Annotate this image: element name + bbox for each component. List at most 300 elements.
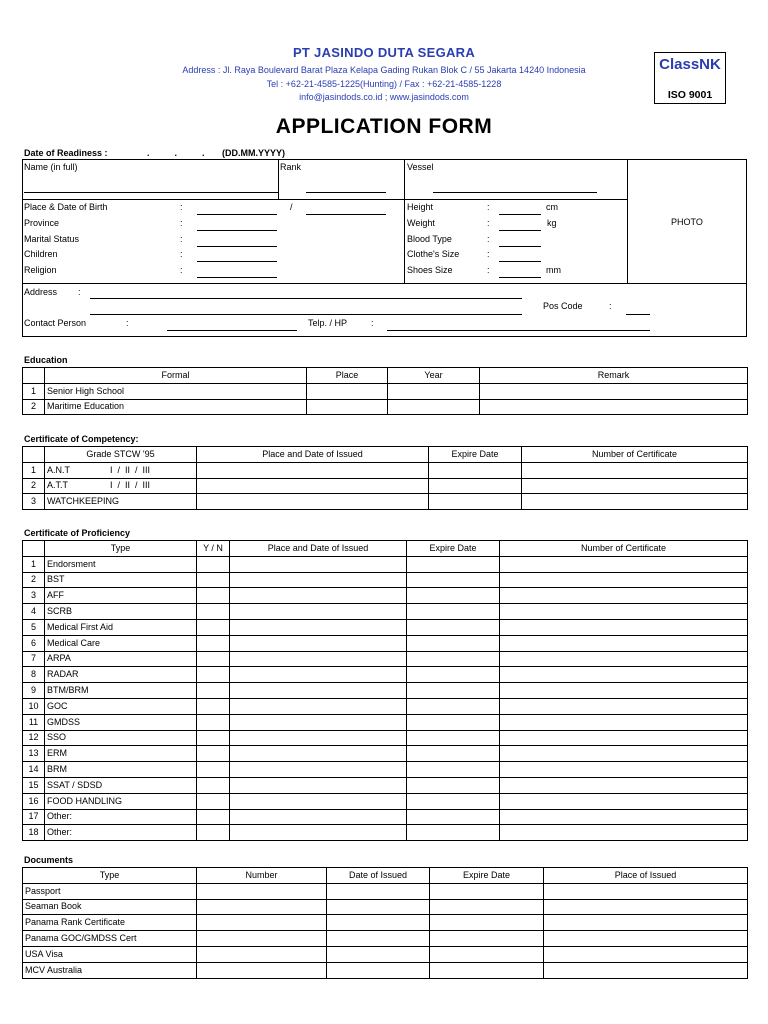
divider xyxy=(22,199,627,200)
header-cell xyxy=(23,447,45,463)
input-cell[interactable] xyxy=(522,462,748,478)
input-cell[interactable] xyxy=(230,698,407,714)
header-cell: Date of Issued xyxy=(327,868,430,884)
row-label: FOOD HANDLING xyxy=(45,793,197,809)
contact-person-field[interactable] xyxy=(167,330,297,331)
table-row xyxy=(23,399,748,415)
input-cell[interactable] xyxy=(197,793,230,809)
input-cell[interactable] xyxy=(197,683,230,699)
row-number: 13 xyxy=(23,746,45,762)
input-cell[interactable] xyxy=(407,746,500,762)
header-cell: Type xyxy=(23,868,197,884)
table-row xyxy=(23,809,748,825)
row-number: 17 xyxy=(23,809,45,825)
input-cell[interactable] xyxy=(197,883,327,899)
header-cell: Place and Date of Issued xyxy=(230,541,407,557)
input-cell[interactable] xyxy=(230,619,407,635)
input-cell[interactable] xyxy=(500,762,748,778)
row-label: Panama GOC/GMDSS Cert xyxy=(23,931,197,947)
input-cell[interactable] xyxy=(197,746,230,762)
documents-table xyxy=(22,867,748,979)
readiness-dots[interactable]: . . . xyxy=(147,148,205,158)
input-cell[interactable] xyxy=(307,399,388,415)
row-label: Medical Care xyxy=(45,635,197,651)
input-cell[interactable] xyxy=(230,651,407,667)
header-cell: Remark xyxy=(480,368,748,384)
input-cell[interactable] xyxy=(230,746,407,762)
input-cell[interactable] xyxy=(522,478,748,494)
input-cell[interactable] xyxy=(197,962,327,978)
input-cell[interactable] xyxy=(230,825,407,841)
input-cell[interactable] xyxy=(407,683,500,699)
telp-label: Telp. / HP xyxy=(308,318,348,328)
input-cell[interactable] xyxy=(430,883,544,899)
name-field[interactable] xyxy=(24,192,278,193)
input-cell[interactable] xyxy=(197,762,230,778)
input-cell[interactable] xyxy=(480,399,748,415)
input-cell[interactable] xyxy=(197,494,429,510)
input-cell[interactable] xyxy=(407,825,500,841)
input-cell[interactable] xyxy=(430,946,544,962)
height-field[interactable] xyxy=(499,214,541,215)
input-cell[interactable] xyxy=(407,572,500,588)
religion-field[interactable] xyxy=(197,277,277,278)
table-row xyxy=(23,478,748,494)
table-header-row xyxy=(23,541,748,557)
input-cell[interactable] xyxy=(197,777,230,793)
input-cell[interactable] xyxy=(544,915,748,931)
table-row xyxy=(23,883,748,899)
row-number: 7 xyxy=(23,651,45,667)
table-row xyxy=(23,777,748,793)
weight-unit: kg xyxy=(547,218,557,228)
input-cell[interactable] xyxy=(230,730,407,746)
input-cell[interactable] xyxy=(230,635,407,651)
grade-name: A.T.T xyxy=(47,480,69,491)
readiness-format: (DD.MM.YYYY) xyxy=(222,148,285,158)
input-cell[interactable] xyxy=(407,809,500,825)
input-cell[interactable] xyxy=(500,667,748,683)
input-cell[interactable] xyxy=(230,714,407,730)
input-cell[interactable] xyxy=(500,572,748,588)
grade-name: A.N.T xyxy=(47,464,71,475)
weight-label: Weight xyxy=(407,218,435,228)
input-cell[interactable] xyxy=(197,635,230,651)
input-cell[interactable] xyxy=(500,777,748,793)
input-cell[interactable] xyxy=(500,809,748,825)
table-row xyxy=(23,714,748,730)
company-phone: Tel : +62-21-4585-1225(Hunting) / Fax : +62-21-4585-1228 xyxy=(266,79,502,89)
input-cell[interactable] xyxy=(197,572,230,588)
input-cell[interactable] xyxy=(407,714,500,730)
row-number: 1 xyxy=(23,556,45,572)
input-cell[interactable] xyxy=(500,588,748,604)
input-cell[interactable] xyxy=(407,619,500,635)
header-cell: Formal xyxy=(45,368,307,384)
pos-code-field[interactable] xyxy=(626,314,650,315)
input-cell[interactable] xyxy=(230,604,407,620)
table-row xyxy=(23,588,748,604)
input-cell[interactable] xyxy=(197,809,230,825)
header-cell: Expire Date xyxy=(429,447,522,463)
header-cell: Expire Date xyxy=(407,541,500,557)
input-cell[interactable] xyxy=(197,462,429,478)
row-number: 1 xyxy=(23,462,45,478)
input-cell[interactable] xyxy=(388,383,480,399)
colon: : xyxy=(180,218,183,228)
children-field[interactable] xyxy=(197,261,277,262)
table-row xyxy=(23,730,748,746)
education-table xyxy=(22,367,748,415)
input-cell[interactable] xyxy=(407,793,500,809)
input-cell[interactable] xyxy=(388,399,480,415)
row-number: 2 xyxy=(23,572,45,588)
row-label: MCV Australia xyxy=(23,962,197,978)
input-cell[interactable] xyxy=(430,915,544,931)
shoes-size-field[interactable] xyxy=(499,277,541,278)
input-cell[interactable] xyxy=(327,962,430,978)
input-cell[interactable] xyxy=(327,915,430,931)
header-cell: Number of Certificate xyxy=(522,447,748,463)
input-cell[interactable] xyxy=(430,962,544,978)
input-cell[interactable] xyxy=(480,383,748,399)
input-cell[interactable] xyxy=(307,383,388,399)
row-label: WATCHKEEPING xyxy=(45,494,197,510)
table-row xyxy=(23,604,748,620)
input-cell[interactable] xyxy=(327,883,430,899)
table-header-row xyxy=(23,368,748,384)
input-cell[interactable] xyxy=(197,825,230,841)
input-cell[interactable] xyxy=(544,931,748,947)
vessel-field[interactable] xyxy=(433,192,597,193)
input-cell[interactable] xyxy=(230,762,407,778)
input-cell[interactable] xyxy=(327,899,430,915)
input-cell[interactable] xyxy=(407,667,500,683)
input-cell[interactable] xyxy=(407,556,500,572)
address-label: Address xyxy=(24,287,58,297)
table-row xyxy=(23,494,748,510)
header-cell: Year xyxy=(388,368,480,384)
header-cell: Place of Issued xyxy=(544,868,748,884)
classnk-logo xyxy=(654,52,726,104)
table-row xyxy=(23,825,748,841)
header-cell: Number xyxy=(197,868,327,884)
row-label xyxy=(45,478,197,494)
colon: : xyxy=(78,287,81,297)
header-cell: Place xyxy=(307,368,388,384)
input-cell[interactable] xyxy=(500,825,748,841)
input-cell[interactable] xyxy=(230,793,407,809)
input-cell[interactable] xyxy=(522,494,748,510)
input-cell[interactable] xyxy=(230,572,407,588)
row-label: ERM xyxy=(45,746,197,762)
header-cell: Y / N xyxy=(197,541,230,557)
row-label: RADAR xyxy=(45,667,197,683)
header-cell: Grade STCW '95 xyxy=(45,447,197,463)
contact-person-label: Contact Person xyxy=(24,318,87,328)
input-cell[interactable] xyxy=(327,931,430,947)
row-number: 11 xyxy=(23,714,45,730)
row-number: 4 xyxy=(23,604,45,620)
table-row xyxy=(23,635,748,651)
classnk-logo-text: ClassNK xyxy=(659,56,721,73)
input-cell[interactable] xyxy=(197,899,327,915)
table-row xyxy=(23,946,748,962)
input-cell[interactable] xyxy=(500,651,748,667)
table-row xyxy=(23,667,748,683)
address-line-1[interactable] xyxy=(90,298,522,299)
table-header-row xyxy=(23,447,748,463)
input-cell[interactable] xyxy=(500,714,748,730)
input-cell[interactable] xyxy=(407,730,500,746)
input-cell[interactable] xyxy=(230,809,407,825)
table-row xyxy=(23,698,748,714)
colon: : xyxy=(487,202,490,212)
row-label: GMDSS xyxy=(45,714,197,730)
birth-place-field[interactable] xyxy=(197,214,277,215)
children-label: Children xyxy=(24,249,58,259)
row-label: Seaman Book xyxy=(23,899,197,915)
slash: / xyxy=(290,202,293,212)
header-cell: Type xyxy=(45,541,197,557)
input-cell[interactable] xyxy=(407,588,500,604)
row-label: BRM xyxy=(45,762,197,778)
input-cell[interactable] xyxy=(544,946,748,962)
row-number: 5 xyxy=(23,619,45,635)
readiness-label: Date of Readiness : xyxy=(24,148,108,158)
input-cell[interactable] xyxy=(500,730,748,746)
pos-code-label: Pos Code xyxy=(543,301,583,311)
table-row xyxy=(23,383,748,399)
colon: : xyxy=(609,301,612,311)
input-cell[interactable] xyxy=(429,478,522,494)
header-cell: Place and Date of Issued xyxy=(197,447,429,463)
input-cell[interactable] xyxy=(407,698,500,714)
colon: : xyxy=(487,265,490,275)
address-line-2[interactable] xyxy=(90,314,522,315)
table-header-row xyxy=(23,868,748,884)
row-label: Senior High School xyxy=(45,383,307,399)
row-number: 9 xyxy=(23,683,45,699)
colon: : xyxy=(487,218,490,228)
row-number: 2 xyxy=(23,399,45,415)
weight-field[interactable] xyxy=(499,230,541,231)
row-label xyxy=(45,462,197,478)
religion-label: Religion xyxy=(24,265,57,275)
row-number: 3 xyxy=(23,494,45,510)
input-cell[interactable] xyxy=(544,962,748,978)
form-title: APPLICATION FORM xyxy=(275,115,493,138)
input-cell[interactable] xyxy=(407,604,500,620)
table-row xyxy=(23,462,748,478)
row-number: 2 xyxy=(23,478,45,494)
divider xyxy=(627,159,628,283)
row-label: Other: xyxy=(45,825,197,841)
input-cell[interactable] xyxy=(197,667,230,683)
input-cell[interactable] xyxy=(500,683,748,699)
input-cell[interactable] xyxy=(197,556,230,572)
table-row xyxy=(23,962,748,978)
header-cell: Number of Certificate xyxy=(500,541,748,557)
marital-status-field[interactable] xyxy=(197,246,277,247)
documents-title: Documents xyxy=(24,855,74,865)
colon: : xyxy=(180,249,183,259)
colon: : xyxy=(180,265,183,275)
row-label: Other: xyxy=(45,809,197,825)
row-number: 18 xyxy=(23,825,45,841)
company-name: PT JASINDO DUTA SEGARA xyxy=(292,45,476,60)
name-label: Name (in full) xyxy=(24,162,78,172)
input-cell[interactable] xyxy=(430,899,544,915)
input-cell[interactable] xyxy=(197,588,230,604)
clothes-size-label: Clothe's Size xyxy=(407,249,460,259)
grade-level[interactable]: I / II / III xyxy=(110,480,151,491)
table-row xyxy=(23,556,748,572)
table-row xyxy=(23,619,748,635)
colon: : xyxy=(371,318,374,328)
table-row xyxy=(23,572,748,588)
input-cell[interactable] xyxy=(230,588,407,604)
colon: : xyxy=(487,249,490,259)
row-label: Passport xyxy=(23,883,197,899)
blood-type-label: Blood Type xyxy=(407,234,452,244)
row-label: Medical First Aid xyxy=(45,619,197,635)
proficiency-title: Certificate of Proficiency xyxy=(24,528,131,538)
row-label: SCRB xyxy=(45,604,197,620)
row-label: SSO xyxy=(45,730,197,746)
row-label: Maritime Education xyxy=(45,399,307,415)
divider xyxy=(404,159,405,283)
input-cell[interactable] xyxy=(197,915,327,931)
photo-label: PHOTO xyxy=(671,217,703,227)
blood-type-field[interactable] xyxy=(499,246,541,247)
colon: : xyxy=(487,234,490,244)
clothes-size-field[interactable] xyxy=(499,261,541,262)
input-cell[interactable] xyxy=(500,746,748,762)
header-cell xyxy=(23,368,45,384)
input-cell[interactable] xyxy=(197,698,230,714)
input-cell[interactable] xyxy=(197,478,429,494)
input-cell[interactable] xyxy=(407,635,500,651)
table-row xyxy=(23,683,748,699)
telp-field[interactable] xyxy=(387,330,650,331)
input-cell[interactable] xyxy=(407,762,500,778)
rank-label: Rank xyxy=(280,162,302,172)
birth-label: Place & Date of Birth xyxy=(24,202,108,212)
input-cell[interactable] xyxy=(230,667,407,683)
input-cell[interactable] xyxy=(197,946,327,962)
row-label: GOC xyxy=(45,698,197,714)
row-number: 15 xyxy=(23,777,45,793)
row-label: Panama Rank Certificate xyxy=(23,915,197,931)
row-label: Endorsment xyxy=(45,556,197,572)
table-row xyxy=(23,746,748,762)
input-cell[interactable] xyxy=(500,635,748,651)
input-cell[interactable] xyxy=(430,931,544,947)
input-cell[interactable] xyxy=(500,698,748,714)
input-cell[interactable] xyxy=(197,619,230,635)
input-cell[interactable] xyxy=(500,793,748,809)
marital-status-label: Marital Status xyxy=(24,234,80,244)
table-row xyxy=(23,915,748,931)
input-cell[interactable] xyxy=(230,683,407,699)
height-unit: cm xyxy=(546,202,558,212)
row-label: USA Visa xyxy=(23,946,197,962)
header-cell: Expire Date xyxy=(430,868,544,884)
shoes-size-label: Shoes Size xyxy=(407,265,453,275)
input-cell[interactable] xyxy=(230,556,407,572)
input-cell[interactable] xyxy=(407,651,500,667)
rank-field[interactable] xyxy=(306,192,386,193)
input-cell[interactable] xyxy=(197,714,230,730)
competency-table xyxy=(22,446,748,510)
input-cell[interactable] xyxy=(197,604,230,620)
input-cell[interactable] xyxy=(500,619,748,635)
table-row xyxy=(23,762,748,778)
input-cell[interactable] xyxy=(544,883,748,899)
table-row xyxy=(23,899,748,915)
input-cell[interactable] xyxy=(197,931,327,947)
row-label: BTM/BRM xyxy=(45,683,197,699)
company-address: Address : Jl. Raya Boulevard Barat Plaza Kelapa Gading Rukan Blok C / 55 Jakarta 14240 Indonesia xyxy=(182,65,586,75)
competency-title: Certificate of Competency: xyxy=(24,434,139,444)
province-label: Province xyxy=(24,218,60,228)
row-number: 6 xyxy=(23,635,45,651)
province-field[interactable] xyxy=(197,230,277,231)
input-cell[interactable] xyxy=(197,651,230,667)
height-label: Height xyxy=(407,202,434,212)
colon: : xyxy=(126,318,129,328)
row-label: BST xyxy=(45,572,197,588)
input-cell[interactable] xyxy=(500,604,748,620)
personal-info-box xyxy=(22,159,747,337)
header-cell xyxy=(23,541,45,557)
input-cell[interactable] xyxy=(407,777,500,793)
input-cell[interactable] xyxy=(429,494,522,510)
row-number: 8 xyxy=(23,667,45,683)
proficiency-table xyxy=(22,540,748,841)
input-cell[interactable] xyxy=(429,462,522,478)
table-row xyxy=(23,793,748,809)
input-cell[interactable] xyxy=(327,946,430,962)
input-cell[interactable] xyxy=(544,899,748,915)
row-label: AFF xyxy=(45,588,197,604)
row-label: SSAT / SDSD xyxy=(45,777,197,793)
row-number: 10 xyxy=(23,698,45,714)
divider xyxy=(278,159,279,199)
input-cell[interactable] xyxy=(230,777,407,793)
input-cell[interactable] xyxy=(197,730,230,746)
company-web: info@jasindods.co.id ; www.jasindods.com xyxy=(299,92,469,102)
row-number: 14 xyxy=(23,762,45,778)
divider xyxy=(22,283,747,284)
birth-date-field[interactable] xyxy=(306,214,386,215)
row-label: ARPA xyxy=(45,651,197,667)
input-cell[interactable] xyxy=(500,556,748,572)
iso-label: ISO 9001 xyxy=(667,89,713,101)
row-number: 3 xyxy=(23,588,45,604)
shoes-size-unit: mm xyxy=(546,265,561,275)
table-row xyxy=(23,931,748,947)
row-number: 1 xyxy=(23,383,45,399)
education-title: Education xyxy=(24,355,68,365)
table-row xyxy=(23,651,748,667)
row-number: 12 xyxy=(23,730,45,746)
row-number: 16 xyxy=(23,793,45,809)
colon: : xyxy=(180,202,183,212)
grade-level[interactable]: I / II / III xyxy=(110,464,151,475)
colon: : xyxy=(180,234,183,244)
